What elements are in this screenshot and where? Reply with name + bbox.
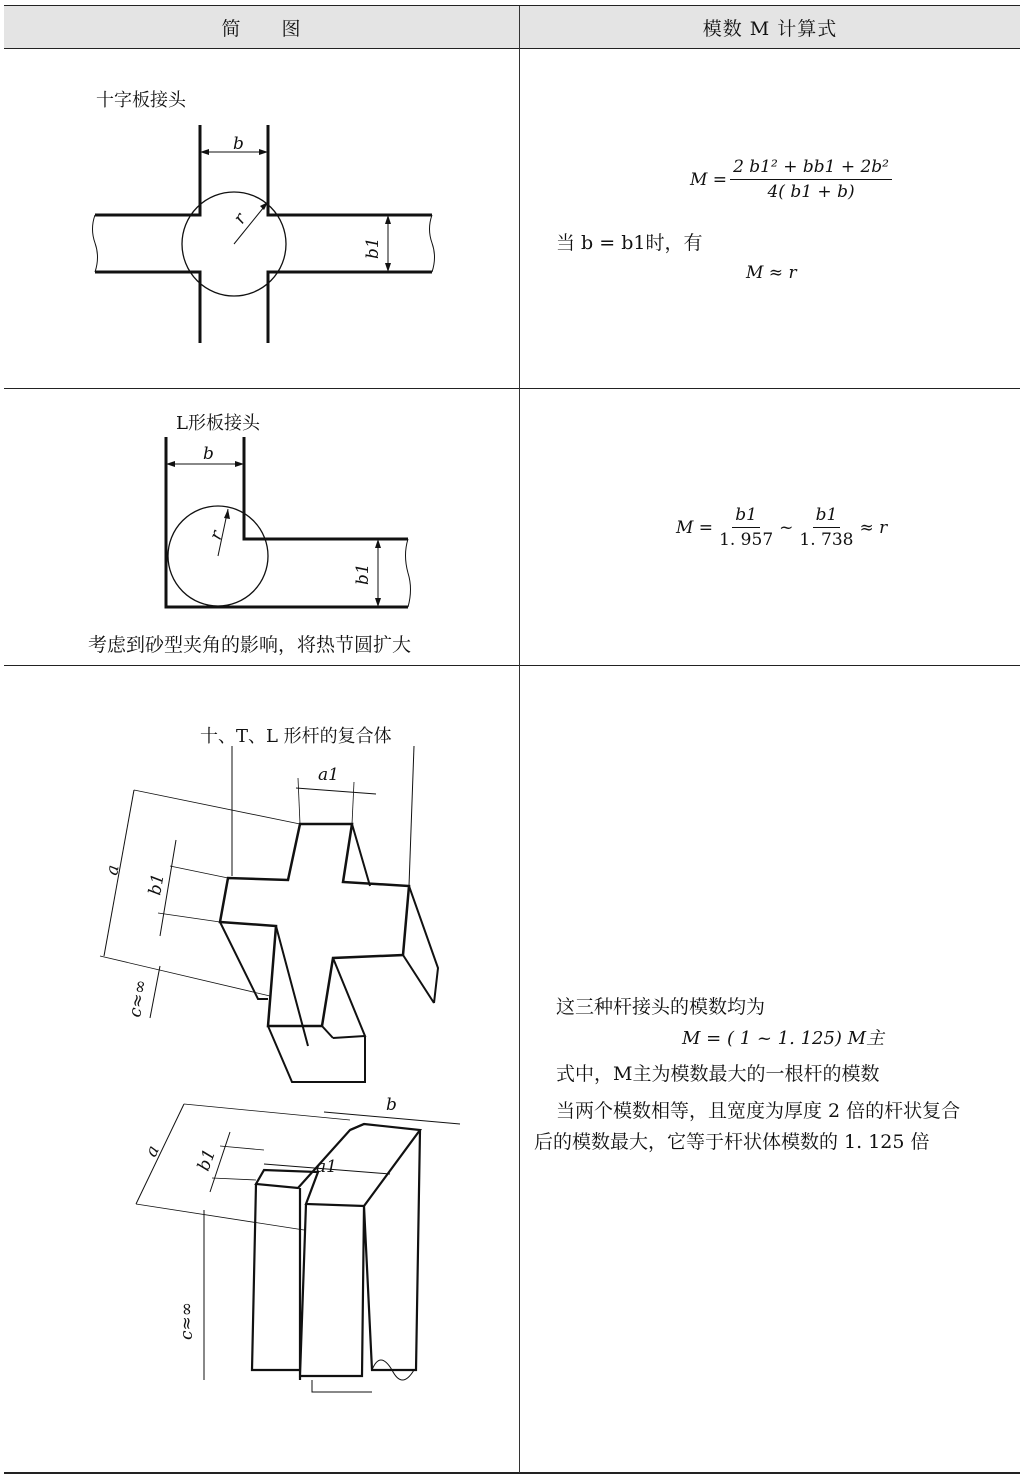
dim-a-label: a (141, 1142, 164, 1161)
formula-sep: ~ (779, 517, 794, 538)
dim-b-label: b (203, 444, 214, 464)
l-joint-note: 考虑到砂型夹角的影响，将热节圆扩大 (88, 634, 412, 656)
formula-numerator: 2 b1² + bb1 + 2b² (730, 157, 892, 180)
dim-a1-label: a1 (316, 1157, 337, 1177)
cross-joint-result: M ≈ r (746, 263, 797, 283)
dim-r-label: r (205, 528, 228, 543)
formula-num1: b1 (732, 505, 760, 528)
dim-c-label: c≈∞ (125, 978, 152, 1019)
composite-title: 十、T、L 形杆的复合体 (200, 726, 392, 747)
l-joint-diagram (0, 389, 520, 619)
l-joint-title: L形板接头 (176, 413, 260, 434)
formula-tail: ≈ r (859, 517, 888, 538)
dim-b1-label: b1 (145, 872, 169, 897)
dim-b1-label: b1 (363, 237, 383, 259)
composite-line4: 当两个模数相等，且宽度为厚度 2 倍的杆状复合 (556, 1100, 961, 1122)
l-joint-formula (676, 505, 887, 550)
dim-b1-label: b1 (193, 1146, 221, 1174)
formula-den1: 1. 957 (719, 530, 774, 550)
dim-c-label: c≈∞ (177, 1302, 197, 1340)
composite-l-diagram (0, 1080, 520, 1420)
cross-joint-formula (690, 157, 895, 202)
formula-num2: b1 (813, 505, 841, 528)
composite-line1: 这三种杆接头的模数均为 (556, 996, 766, 1018)
cross-joint-title: 十字板接头 (96, 90, 186, 111)
composite-line5: 后的模数最大，它等于杆状体模数的 1. 125 倍 (534, 1131, 930, 1153)
formula-lhs: M = (676, 517, 714, 538)
table-bottom-rule (4, 1472, 1020, 1474)
formula-lhs: M = (690, 169, 728, 190)
cross-joint-diagram (0, 49, 520, 389)
header-left: 简 图 (4, 6, 519, 48)
composite-cross-diagram (0, 666, 520, 1066)
formula-denominator: 4( b1 + b) (767, 182, 855, 202)
dim-a1-label: a1 (318, 765, 339, 785)
dim-b-label: b (233, 134, 244, 154)
composite-formula: M = ( 1 ~ 1. 125) M主 (682, 1028, 885, 1049)
header-right: 模数 M 计算式 (520, 6, 1020, 48)
composite-line3: 式中，M主为模数最大的一根杆的模数 (556, 1063, 880, 1085)
cross-joint-condition: 当 b = b1时，有 (556, 232, 703, 254)
dim-b1-label: b1 (353, 563, 373, 585)
dim-r-label: r (229, 209, 251, 228)
formula-den2: 1. 738 (799, 530, 854, 550)
dim-b-label: b (386, 1095, 397, 1115)
dim-a-label: a (102, 863, 124, 877)
